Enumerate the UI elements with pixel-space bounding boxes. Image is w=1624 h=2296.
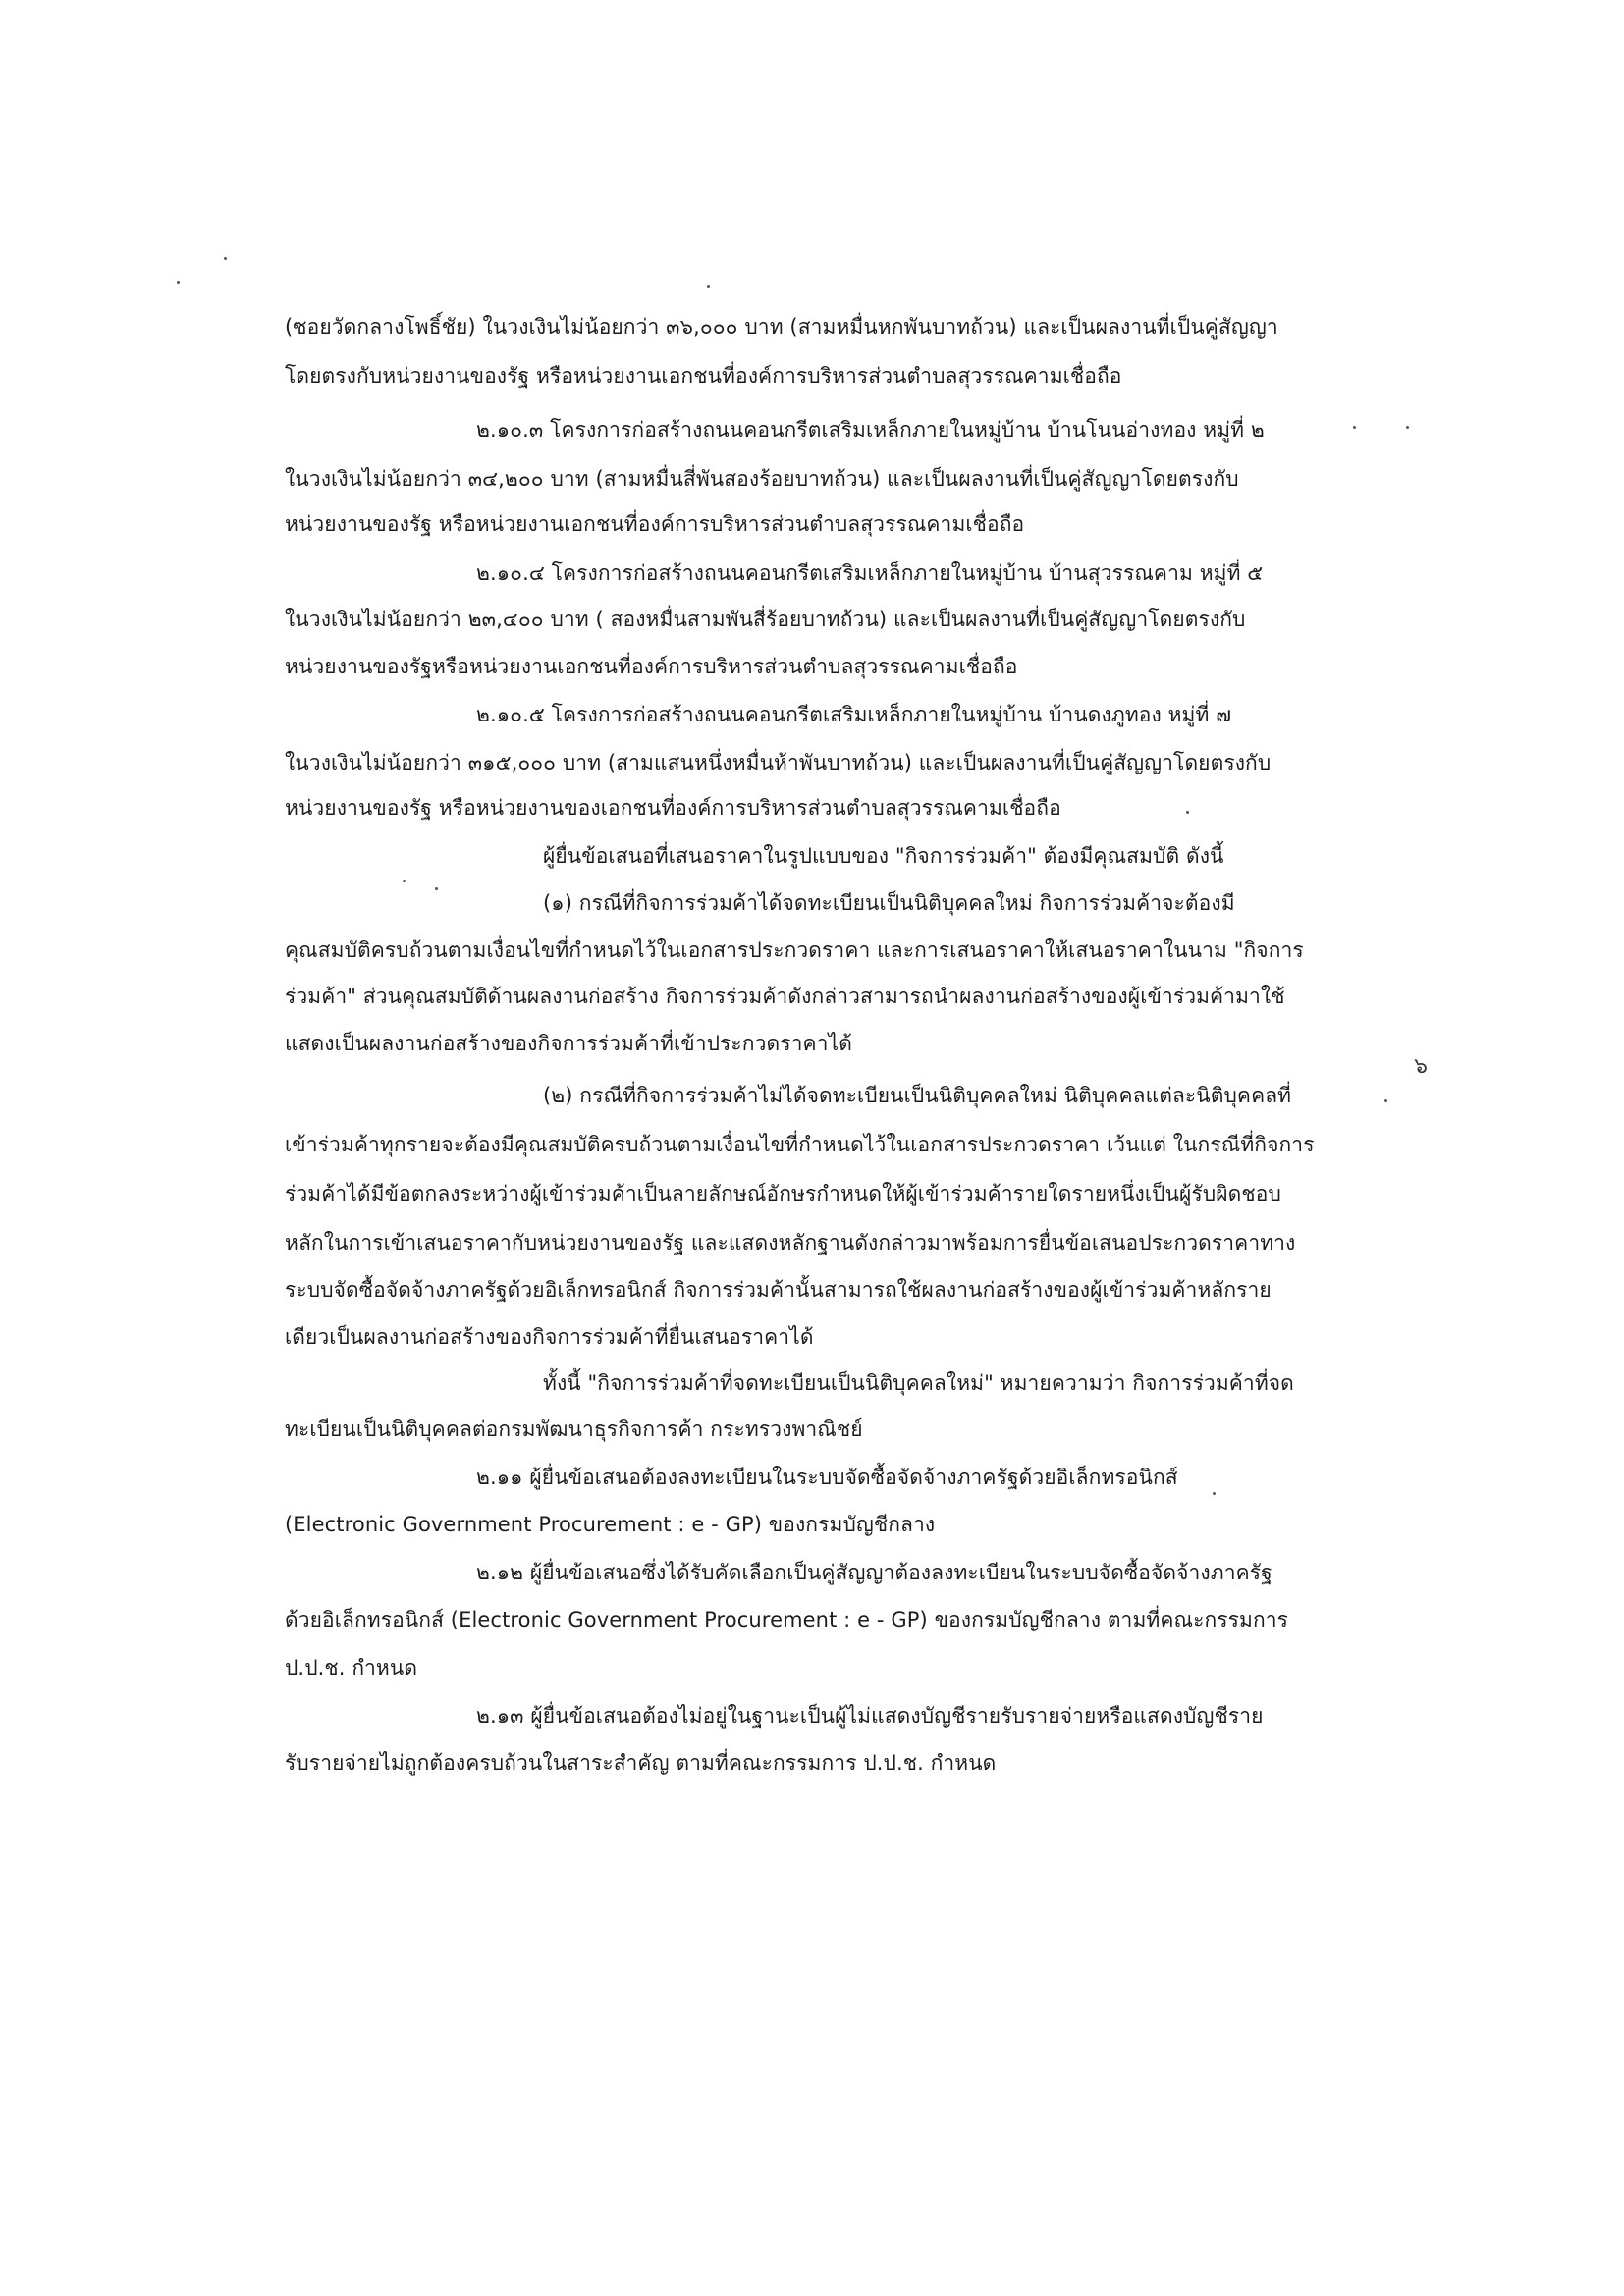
text-line: ร่วมค้าได้มีข้อตกลงระหว่างผู้เข้าร่วมค้าเป็นลายลักษณ์อักษรกำหนดให้ผู้เข้าร่วมค้ารายใดรายหนึ่งเป็นผู้รับผิดชอบ xyxy=(285,1182,1281,1205)
scan-speck xyxy=(435,887,438,890)
text-line: (ซอยวัดกลางโพธิ์ชัย) ในวงเงินไม่น้อยกว่า ๓๖,๐๐๐ บาท (สามหมื่นหกพันบาทถ้วน) และเป็นผลงานที่เป็นคู่สัญญา xyxy=(285,315,1278,339)
scan-speck xyxy=(707,285,710,288)
text-line: หน่วยงานของรัฐหรือหน่วยงานเอกชนที่องค์การบริหารส่วนตำบลสุวรรณคามเชื่อถือ xyxy=(285,655,1018,678)
text-line: (Electronic Government Procurement : e - GP) ของกรมบัญชีกลาง xyxy=(285,1513,936,1536)
text-line: คุณสมบัติครบถ้วนตามเงื่อนไขที่กำหนดไว้ในเอกสารประกวดราคา และการเสนอราคาให้เสนอราคาในนาม "กิจการ xyxy=(285,938,1304,962)
text-line: ป.ป.ช. กำหนด xyxy=(285,1656,418,1680)
text-line: หน่วยงานของรัฐ หรือหน่วยงานเอกชนที่องค์การบริหารส่วนตำบลสุวรรณคามเชื่อถือ xyxy=(285,512,1025,536)
definition-note: ทั้งนี้ "กิจการร่วมค้าที่จดทะเบียนเป็นนิติบุคคลใหม่" หมายความว่า กิจการร่วมค้าที่จด xyxy=(543,1371,1294,1395)
text-line: ร่วมค้า" ส่วนคุณสมบัติด้านผลงานก่อสร้าง กิจการร่วมค้าดังกล่าวสามารถนำผลงานก่อสร้างของผู้เข้าร่วมค้ามาใช้ xyxy=(285,985,1285,1008)
joint-venture-item-1: (๑) กรณีที่กิจการร่วมค้าได้จดทะเบียนเป็นนิติบุคคลใหม่ กิจการร่วมค้าจะต้องมี xyxy=(543,891,1235,915)
joint-venture-item-2: (๒) กรณีที่กิจการร่วมค้าไม่ได้จดทะเบียนเป็นนิติบุคคลใหม่ นิติบุคคลแต่ละนิติบุคคลที่ xyxy=(543,1084,1292,1107)
scan-speck xyxy=(1213,1492,1216,1495)
clause-2-12: ๒.๑๒ ผู้ยื่นข้อเสนอซึ่งได้รับคัดเลือกเป็นคู่สัญญาต้องลงทะเบียนในระบบจัดซื้อจัดจ้างภาครัฐ xyxy=(476,1561,1272,1584)
text-line: ในวงเงินไม่น้อยกว่า ๓๔,๒๐๐ บาท (สามหมื่นสี่พันสองร้อยบาทถ้วน) และเป็นผลงานที่เป็นคู่สัญญาโดยตรงกับ xyxy=(285,467,1239,491)
text-line: ด้วยอิเล็กทรอนิกส์ (Electronic Government Procurement : e - GP) ของกรมบัญชีกลาง ตามที่คณะกรรมการ xyxy=(285,1608,1289,1631)
clause-2-10-5: ๒.๑๐.๕ โครงการก่อสร้างถนนคอนกรีตเสริมเหล็กภายในหมู่บ้าน บ้านดงภูทอง หมู่ที่ ๗ xyxy=(476,703,1232,726)
text-line: หลักในการเข้าเสนอราคากับหน่วยงานของรัฐ และแสดงหลักฐานดังกล่าวมาพร้อมการยื่นข้อเสนอประกวดราคาทาง xyxy=(285,1231,1296,1255)
scan-speck xyxy=(1353,426,1356,429)
text-line: ในวงเงินไม่น้อยกว่า ๓๑๕,๐๐๐ บาท (สามแสนหนึ่งหมื่นห้าพันบาทถ้วน) และเป็นผลงานที่เป็นคู่สัญญาโดยตรงกับ xyxy=(285,751,1272,774)
text-line: หน่วยงานของรัฐ หรือหน่วยงานของเอกชนที่องค์การบริหารส่วนตำบลสุวรรณคามเชื่อถือ xyxy=(285,796,1061,820)
scan-speck xyxy=(403,880,406,882)
text-line: ทะเบียนเป็นนิติบุคคลต่อกรมพัฒนาธุรกิจการค้า กระทรวงพาณิชย์ xyxy=(285,1417,863,1441)
clause-2-10-4: ๒.๑๐.๔ โครงการก่อสร้างถนนคอนกรีตเสริมเหล็กภายในหมู่บ้าน บ้านสุวรรณคาม หมู่ที่ ๕ xyxy=(476,561,1264,585)
scan-speck xyxy=(1406,426,1409,429)
text-line: เข้าร่วมค้าทุกรายจะต้องมีคุณสมบัติครบถ้วนตามเงื่อนไขที่กำหนดไว้ในเอกสารประกวดราคา เว้นแต่ ในกรณีที่กิจการ xyxy=(285,1133,1315,1156)
scan-speck xyxy=(224,257,227,260)
joint-venture-heading: ผู้ยื่นข้อเสนอที่เสนอราคาในรูปแบบของ "กิจการร่วมค้า" ต้องมีคุณสมบัติ ดังนี้ xyxy=(543,844,1224,868)
text-line: เดียวเป็นผลงานก่อสร้างของกิจการร่วมค้าที่ยื่นเสนอราคาได้ xyxy=(285,1325,814,1349)
text-line: ในวงเงินไม่น้อยกว่า ๒๓,๔๐๐ บาท ( สองหมื่นสามพันสี่ร้อยบาทถ้วน) และเป็นผลงานที่เป็นคู่สัญญาโดยตรงกับ xyxy=(285,608,1246,631)
text-line: รับรายจ่ายไม่ถูกต้องครบถ้วนในสาระสำคัญ ตามที่คณะกรรมการ ป.ป.ช. กำหนด xyxy=(285,1751,997,1775)
clause-2-10-3: ๒.๑๐.๓ โครงการก่อสร้างถนนคอนกรีตเสริมเหล็กภายในหมู่บ้าน บ้านโนนอ่างทอง หมู่ที่ ๒ xyxy=(476,418,1265,442)
text-line: โดยตรงกับหน่วยงานของรัฐ หรือหน่วยงานเอกชนที่องค์การบริหารส่วนตำบลสุวรรณคามเชื่อถือ xyxy=(285,364,1122,388)
scan-speck xyxy=(1186,811,1189,814)
scan-speck xyxy=(177,281,180,284)
text-line: แสดงเป็นผลงานก่อสร้างของกิจการร่วมค้าที่เข้าประกวดราคาได้ xyxy=(285,1032,852,1055)
clause-2-11: ๒.๑๑ ผู้ยื่นข้อเสนอต้องลงทะเบียนในระบบจัดซื้อจัดจ้างภาครัฐด้วยอิเล็กทรอนิกส์ xyxy=(476,1466,1178,1489)
text-line: ระบบจัดซื้อจัดจ้างภาครัฐด้วยอิเล็กทรอนิกส์ กิจการร่วมค้านั้นสามารถใช้ผลงานก่อสร้างของผู้เข้าร่วมค้าหลักราย xyxy=(285,1278,1272,1302)
clause-2-13: ๒.๑๓ ผู้ยื่นข้อเสนอต้องไม่อยู่ในฐานะเป็นผู้ไม่แสดงบัญชีรายรับรายจ่ายหรือแสดงบัญชีราย xyxy=(476,1704,1264,1728)
margin-mark: ๖ xyxy=(1414,1054,1428,1079)
scan-speck xyxy=(1384,1099,1387,1102)
